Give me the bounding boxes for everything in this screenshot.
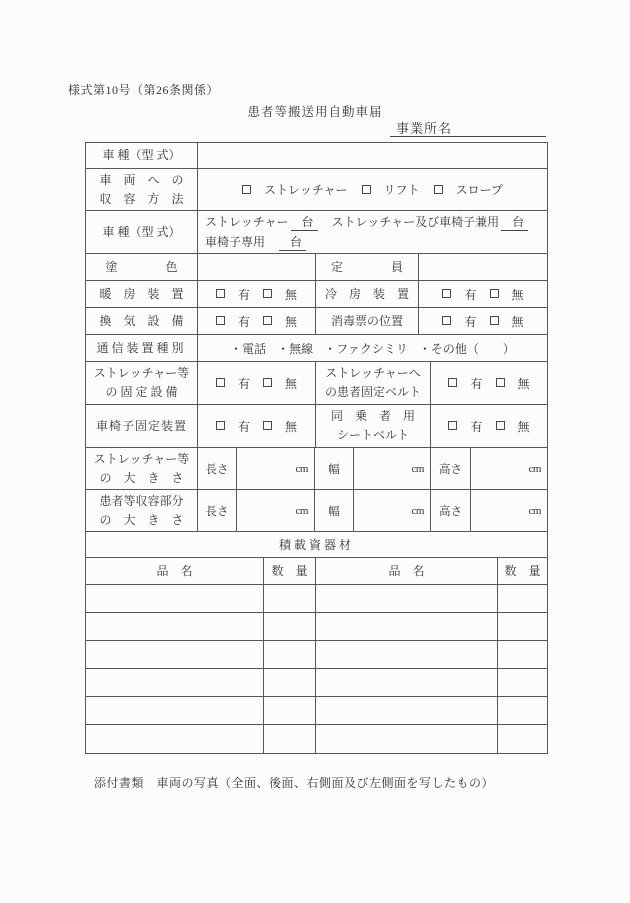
patient-belt-presence xyxy=(431,362,547,404)
equipment-qty-cell[interactable] xyxy=(264,613,316,640)
cooling-label: 冷 房 装 置 xyxy=(316,281,419,307)
equipment-qty-cell[interactable] xyxy=(264,725,316,753)
cm-unit: cm xyxy=(528,462,541,475)
patient-belt-no-label: 無 xyxy=(517,376,530,391)
disinfectant-location-label: 消毒票の位置 xyxy=(316,308,419,334)
cooling-no-label: 無 xyxy=(511,287,524,302)
cm-unit: cm xyxy=(295,462,308,475)
equipment-item-cell[interactable] xyxy=(316,669,498,696)
equipment-qty-cell[interactable] xyxy=(264,697,316,724)
equipment-section-title: 積載資器材 xyxy=(278,538,354,552)
communication-label: 通信装置種別 xyxy=(86,335,198,361)
seatbelt-yes-label: 有 xyxy=(470,419,483,434)
row-stretcher-fixing xyxy=(86,362,547,405)
cooling-yes-checkbox[interactable] xyxy=(442,289,451,298)
row-paint-capacity xyxy=(86,254,547,281)
equipment-qty-header-1: 数 量 xyxy=(264,558,316,584)
stretcher-length-value[interactable] xyxy=(237,448,315,489)
patient-belt-yes-label: 有 xyxy=(470,376,483,391)
stretcher-wheelchair-count-field[interactable]: 台 xyxy=(501,215,528,231)
wheelchair-fixing-presence xyxy=(198,405,316,447)
capacity-value[interactable] xyxy=(419,254,547,280)
cooling-no-checkbox[interactable] xyxy=(490,289,499,298)
equipment-qty-cell[interactable] xyxy=(498,585,547,612)
stretcher-fixing-no-label: 無 xyxy=(285,376,298,391)
passenger-seatbelt-presence xyxy=(431,405,547,447)
wheelchair-fixing-yes-checkbox[interactable] xyxy=(216,421,225,430)
equipment-item-cell[interactable] xyxy=(86,725,264,753)
equipment-qty-header-2: 数 量 xyxy=(504,563,541,578)
attachment-note: 添付書類 車両の写真（全面、後面、右側面及び左側面を写したもの） xyxy=(94,776,495,790)
cm-unit: cm xyxy=(295,504,308,517)
row-wheelchair-fixing xyxy=(86,405,547,448)
page-title: 患者等搬送用自動車届 xyxy=(247,105,383,119)
slope-checkbox[interactable] xyxy=(434,185,443,194)
wheelchair-fixing-no-label: 無 xyxy=(285,419,298,434)
stretcher-size-label: ストレッチャー等 の 大 き さ xyxy=(86,448,198,489)
stretcher-checkbox[interactable] xyxy=(242,185,251,194)
wheelchair-fixing-yes-label: 有 xyxy=(237,419,250,434)
heating-label: 暖 房 装 置 xyxy=(86,281,198,307)
office-name-label: 事業所名 xyxy=(396,121,453,136)
stretcher-length-label: 長さ xyxy=(198,448,237,489)
equipment-row xyxy=(86,725,547,753)
disinfectant-presence xyxy=(419,308,547,334)
equipment-qty-cell[interactable] xyxy=(264,669,316,696)
patient-area-width-label: 幅 xyxy=(315,490,354,531)
heating-yes-label: 有 xyxy=(237,287,250,302)
equipment-item-cell[interactable] xyxy=(86,613,264,640)
cooling-presence xyxy=(419,281,547,307)
disinfectant-no-label: 無 xyxy=(511,314,524,329)
equipment-item-header-2: 品 名 xyxy=(316,558,498,584)
equipment-row xyxy=(86,613,547,641)
stretcher-counts-value xyxy=(198,211,547,253)
vehicle-model-value[interactable] xyxy=(198,143,547,168)
stretcher-fixing-presence xyxy=(198,362,316,404)
heating-no-label: 無 xyxy=(285,287,298,302)
row-stretcher-size xyxy=(86,448,547,490)
patient-belt-label: ストレッチャーへ の患者固定ベルト xyxy=(316,362,431,404)
stretcher-item-label: ストレッチャー xyxy=(205,215,289,229)
loading-method-options xyxy=(198,169,547,210)
heating-yes-checkbox[interactable] xyxy=(216,289,225,298)
row-vehicle-model xyxy=(86,143,547,169)
slope-option-label: スロープ xyxy=(455,183,503,197)
communication-options xyxy=(198,335,547,361)
fax-option[interactable]: ・ファクシミリ xyxy=(324,341,408,356)
cm-unit: cm xyxy=(528,504,541,517)
form-number: 様式第10号（第26条関係） xyxy=(68,83,220,97)
ventilation-yes-label: 有 xyxy=(237,314,250,329)
wheelchair-only-label: 車椅子専用 xyxy=(205,235,266,249)
patient-area-size-label: 患者等収容部分 の 大 き さ xyxy=(86,490,198,531)
wheelchair-only-count-field[interactable]: 台 xyxy=(279,235,306,251)
equipment-item-cell[interactable] xyxy=(86,641,264,668)
equipment-item-header-1: 品 名 xyxy=(86,558,264,584)
seatbelt-no-checkbox[interactable] xyxy=(496,421,505,430)
equipment-item-cell[interactable] xyxy=(316,613,498,640)
patient-area-width-value[interactable] xyxy=(354,490,431,531)
patient-belt-yes-checkbox[interactable] xyxy=(448,378,457,387)
equipment-qty-cell[interactable] xyxy=(498,725,547,753)
ventilation-no-label: 無 xyxy=(285,314,298,329)
capacity-label: 定 員 xyxy=(316,254,419,280)
stretcher-fixing-no-checkbox[interactable] xyxy=(263,378,272,387)
stretcher-fixing-label: ストレッチャー等 の 固 定 設 備 xyxy=(86,362,198,404)
passenger-seatbelt-label: 同 乗 者 用 シートベルト xyxy=(316,405,431,447)
row-ventilation-disinfectant xyxy=(86,308,547,335)
equipment-qty-cell[interactable] xyxy=(264,641,316,668)
phone-option[interactable]: ・電話 xyxy=(230,341,267,356)
lift-option-label: リフト xyxy=(383,183,420,197)
row-patient-area-size xyxy=(86,490,547,532)
equipment-item-cell[interactable] xyxy=(316,725,498,753)
stretcher-height-value[interactable] xyxy=(471,448,547,489)
seatbelt-yes-checkbox[interactable] xyxy=(448,421,457,430)
radio-option[interactable]: ・無線 xyxy=(277,341,314,356)
patient-area-length-value[interactable] xyxy=(237,490,315,531)
wheelchair-fixing-label: 車椅子固定装置 xyxy=(86,405,198,447)
row-heating-cooling xyxy=(86,281,547,308)
stretcher-height-label: 高さ xyxy=(431,448,471,489)
row-equipment-header xyxy=(86,532,547,558)
other-option[interactable]: ・その他（ ） xyxy=(418,341,515,356)
vehicle-model-label: 車 種（型 式） xyxy=(86,143,198,168)
row-communication xyxy=(86,335,547,362)
stretcher-fixing-yes-label: 有 xyxy=(237,376,250,391)
paint-color-label: 塗 色 xyxy=(86,254,198,280)
patient-belt-no-checkbox[interactable] xyxy=(496,378,505,387)
row-equipment-columns xyxy=(86,558,547,585)
patient-area-height-value[interactable] xyxy=(471,490,547,531)
wheelchair-fixing-no-checkbox[interactable] xyxy=(263,421,272,430)
equipment-qty-cell[interactable] xyxy=(498,613,547,640)
lift-checkbox[interactable] xyxy=(362,185,371,194)
equipment-item-cell[interactable] xyxy=(86,585,264,612)
row-stretcher-counts xyxy=(86,211,547,254)
stretcher-option-label: ストレッチャー xyxy=(264,183,348,197)
equipment-item-cell[interactable] xyxy=(316,697,498,724)
disinfectant-no-checkbox[interactable] xyxy=(490,316,499,325)
equipment-qty-cell[interactable] xyxy=(498,641,547,668)
equipment-qty-cell[interactable] xyxy=(264,585,316,612)
vehicle-form-table xyxy=(85,142,548,754)
stretcher-count-field[interactable]: 台 xyxy=(291,215,318,231)
patient-area-height-label: 高さ xyxy=(431,490,471,531)
heating-no-checkbox[interactable] xyxy=(263,289,272,298)
office-name-field[interactable] xyxy=(390,119,546,137)
heating-presence xyxy=(198,281,316,307)
equipment-qty-cell[interactable] xyxy=(498,669,547,696)
equipment-row xyxy=(86,697,547,725)
cm-unit: cm xyxy=(411,504,424,517)
row-loading-method xyxy=(86,169,547,211)
stretcher-width-label: 幅 xyxy=(315,448,354,489)
stretcher-width-value[interactable] xyxy=(354,448,431,489)
ventilation-no-checkbox[interactable] xyxy=(263,316,272,325)
equipment-item-cell[interactable] xyxy=(316,641,498,668)
ventilation-label: 換 気 設 備 xyxy=(86,308,198,334)
equipment-item-cell[interactable] xyxy=(86,669,264,696)
stretcher-counts-label: 車 種（型 式） xyxy=(86,211,198,253)
equipment-row xyxy=(86,585,547,613)
disinfectant-yes-label: 有 xyxy=(464,314,477,329)
ventilation-yes-checkbox[interactable] xyxy=(216,316,225,325)
equipment-item-cell[interactable] xyxy=(316,585,498,612)
seatbelt-no-label: 無 xyxy=(517,419,530,434)
cooling-yes-label: 有 xyxy=(464,287,477,302)
paint-color-value[interactable] xyxy=(198,254,316,280)
equipment-qty-cell[interactable] xyxy=(498,697,547,724)
cm-unit: cm xyxy=(411,462,424,475)
equipment-item-cell[interactable] xyxy=(86,697,264,724)
patient-area-length-label: 長さ xyxy=(198,490,237,531)
equipment-row xyxy=(86,669,547,697)
loading-method-label: 車 両 へ の 収 容 方 法 xyxy=(86,169,198,210)
equipment-row xyxy=(86,641,547,669)
stretcher-fixing-yes-checkbox[interactable] xyxy=(216,378,225,387)
ventilation-presence xyxy=(198,308,316,334)
disinfectant-yes-checkbox[interactable] xyxy=(442,316,451,325)
stretcher-wheelchair-combined-label: ストレッチャー及び車椅子兼用 xyxy=(331,215,500,229)
